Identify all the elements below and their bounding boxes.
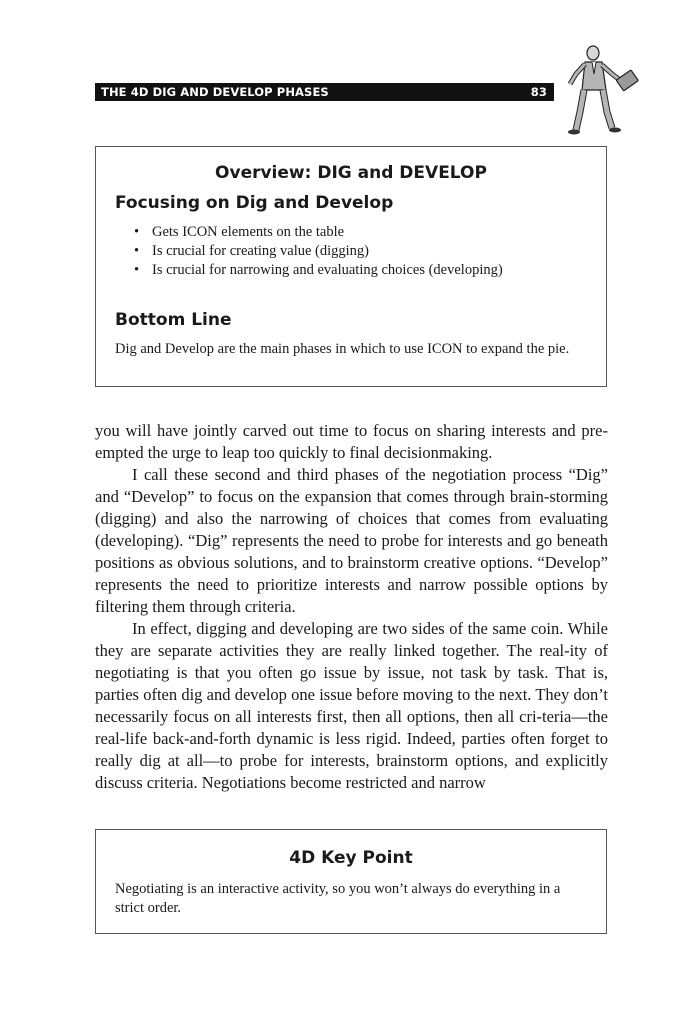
- bottom-line-text: Dig and Develop are the main phases in which to use ICON to expand the pie.: [115, 341, 570, 357]
- running-header: [95, 83, 554, 101]
- body-paragraph: you will have jointly carved out time to focus on sharing interests and pre-empted the urge to leap too quickly to final decisionmaking.: [95, 421, 608, 462]
- body-paragraph: I call these second and third phases of the negotiation process “Dig” and “Develop” to focus on the expansion that comes through brain-storming (digging) and also the narrowing of choices that comes from evaluating (developing). “Dig” represents the need to probe for interests and go beneath positions as obvious solutions, and to brainstorm creative options. “Develop” represents the need to prioritize interests and narrow possible options by filtering them through criteria.: [95, 465, 608, 616]
- focus-heading: Focusing on Dig and Develop: [115, 193, 394, 213]
- key-point-text: Negotiating is an interactive activity, so you won’t always do everything in a strict order.: [115, 881, 561, 916]
- list-item: • Is crucial for narrowing and evaluating choices (developing): [96, 261, 606, 280]
- overview-bullet-list: [96, 223, 606, 280]
- body-paragraph: In effect, digging and developing are two sides of the same coin. While they are separate activities they are really linked together. The real-ity of negotiating is that you often go issue by issue, not task by task. That is, parties often dig and develop one issue before moving to the next. They don’t necessarily focus on all interests first, then all options, then all cri-teria—the real-life back-and-forth dynamic is less rigid. Indeed, parties often forget to really dig at all—to probe for interests, brainstorm options, and explicitly discuss criteria. Negotiations become restricted and narrow: [95, 619, 608, 792]
- body-text: [95, 420, 608, 794]
- list-item: • Gets ICON elements on the table: [96, 223, 606, 242]
- overview-box: [95, 146, 607, 387]
- overview-title: Overview: DIG and DEVELOP: [215, 163, 487, 183]
- bottom-line-heading: Bottom Line: [115, 310, 232, 330]
- businessman-with-briefcase-icon: [560, 44, 646, 136]
- running-header-title: THE 4D DIG AND DEVELOP PHASES: [101, 85, 329, 99]
- key-point-box: [95, 829, 607, 934]
- key-point-title: 4D Key Point: [289, 848, 413, 868]
- page-number: 83: [530, 85, 547, 99]
- list-item: • Is crucial for creating value (digging): [96, 242, 606, 261]
